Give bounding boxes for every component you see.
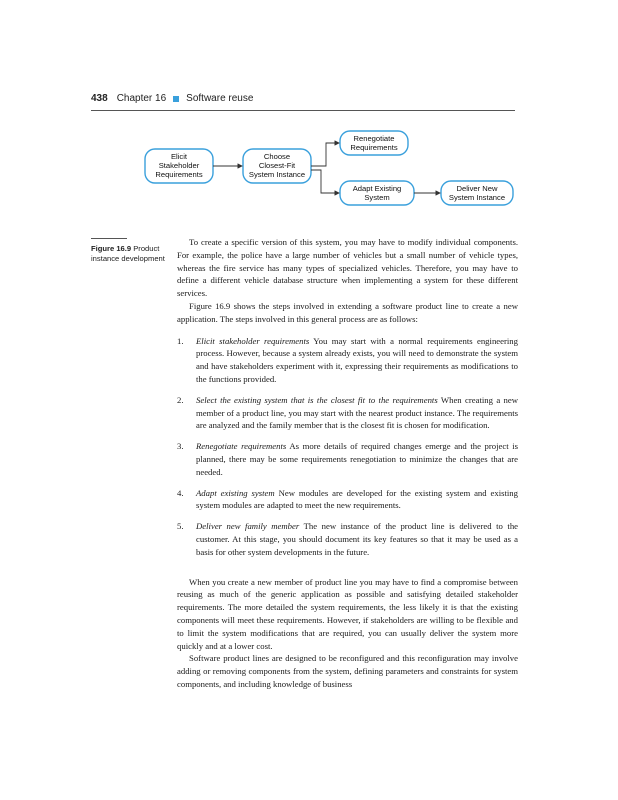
list-number: 5.	[177, 521, 184, 532]
list-term: Select the existing system that is the closest fit to the requirements	[196, 394, 438, 405]
body-text	[177, 236, 518, 691]
paragraph-intro: To create a specific version of this system, you may have to modify individual components. For example, the police have a large number of vehicles but a small number of vehicle types, whereas the fire service has many types of specialized vehicles. Therefore, you may have to define a different vehicle database structure when implementing a system for these different services.	[177, 237, 518, 299]
node-renegotiate-label	[340, 134, 408, 152]
node-renegotiate-line: Renegotiate	[353, 134, 395, 143]
list-number: 2.	[177, 394, 184, 405]
node-choose-line: Closest-Fit	[258, 161, 296, 170]
steps-list	[177, 335, 518, 559]
caption-rule	[91, 238, 127, 239]
node-deliver-label	[441, 184, 513, 202]
list-item	[177, 394, 518, 432]
node-elicit-line: Requirements	[155, 170, 203, 179]
list-item	[177, 335, 518, 386]
list-term: Deliver new family member	[196, 521, 300, 532]
node-renegotiate-line: Requirements	[350, 143, 398, 152]
arrow-choose-renegotiate	[311, 143, 339, 166]
node-adapt-line: Adapt Existing	[352, 184, 402, 193]
list-term: Renegotiate requirements	[196, 441, 287, 452]
arrow-choose-adapt	[311, 170, 339, 193]
figure-caption-text: Product instance development	[91, 244, 165, 263]
list-term: Adapt existing system	[196, 487, 275, 498]
list-text: You may start with a normal requirements engineering process. However, because a system already exists, you will need to demonstrate the system and have stakeholders experiment with it, expressing their requirements as modifications to the functions provided.	[196, 335, 518, 384]
list-term: Elicit stakeholder requirements	[196, 335, 310, 346]
node-elicit-line: Elicit	[170, 152, 188, 161]
list-number: 4.	[177, 487, 184, 498]
list-item	[177, 520, 518, 558]
list-text: As more details of required changes emerge and the project is planned, there may be some requirements renegotiation to minimize the changes that are needed.	[196, 441, 519, 477]
node-deliver-line: Deliver New	[456, 184, 498, 193]
paragraph-compromise: When you create a new member of product line you may have to find a compromise between reusing as much of the generic application as possible and satisfying detailed stakeholder requirements. The more detailed the system requirements, the less likely it is that the existing components will meet these requirements. However, if stakeholders are willing to be flexible and to limit the system modifications that are required, you can usually deliver the system more quickly and at a lower cost.	[177, 576, 518, 651]
node-deliver-line: System Instance	[448, 193, 506, 202]
node-choose-line: System Instance	[248, 170, 306, 179]
section-title: Software reuse	[186, 93, 254, 104]
list-text: When creating a new member of a product line, you may start with the nearest product instance. The requirements are analyzed and the family member that is the closest fit is chosen for modification.	[196, 394, 518, 431]
spacer	[177, 567, 518, 576]
node-adapt-label	[340, 184, 414, 202]
node-elicit-line: Stakeholder	[158, 161, 200, 170]
paragraph-steps-intro: Figure 16.9 shows the steps involved in extending a software product line to create a new application. The steps involved in this general process are as follows:	[177, 300, 518, 324]
node-adapt-line: System	[364, 193, 390, 202]
page-number: 438	[91, 93, 108, 104]
node-choose-label	[243, 152, 311, 179]
figure-label: Figure 16.9	[91, 244, 132, 253]
chapter-label: Chapter 16	[116, 93, 167, 104]
list-item	[177, 440, 518, 478]
product-instance-diagram	[0, 0, 618, 230]
node-choose-line: Choose	[263, 152, 291, 161]
list-text: New modules are developed for the existing system and existing system modules are adapted to meet the new requirements.	[196, 487, 518, 511]
list-number: 1.	[177, 335, 184, 346]
list-text: The new instance of the product line is delivered to the customer. At this stage, you should document its key features so that it may be used as a basis for other system developments in the future.	[196, 521, 519, 557]
list-number: 3.	[177, 441, 184, 452]
paragraph-reconfigure: Software product lines are designed to be reconfigured and this reconfiguration may involve adding or removing components from the system, defining parameters and constraints for system components, and including knowledge of business	[177, 653, 518, 689]
figure-caption	[91, 244, 173, 264]
list-item	[177, 487, 518, 513]
node-elicit-label	[145, 152, 213, 179]
